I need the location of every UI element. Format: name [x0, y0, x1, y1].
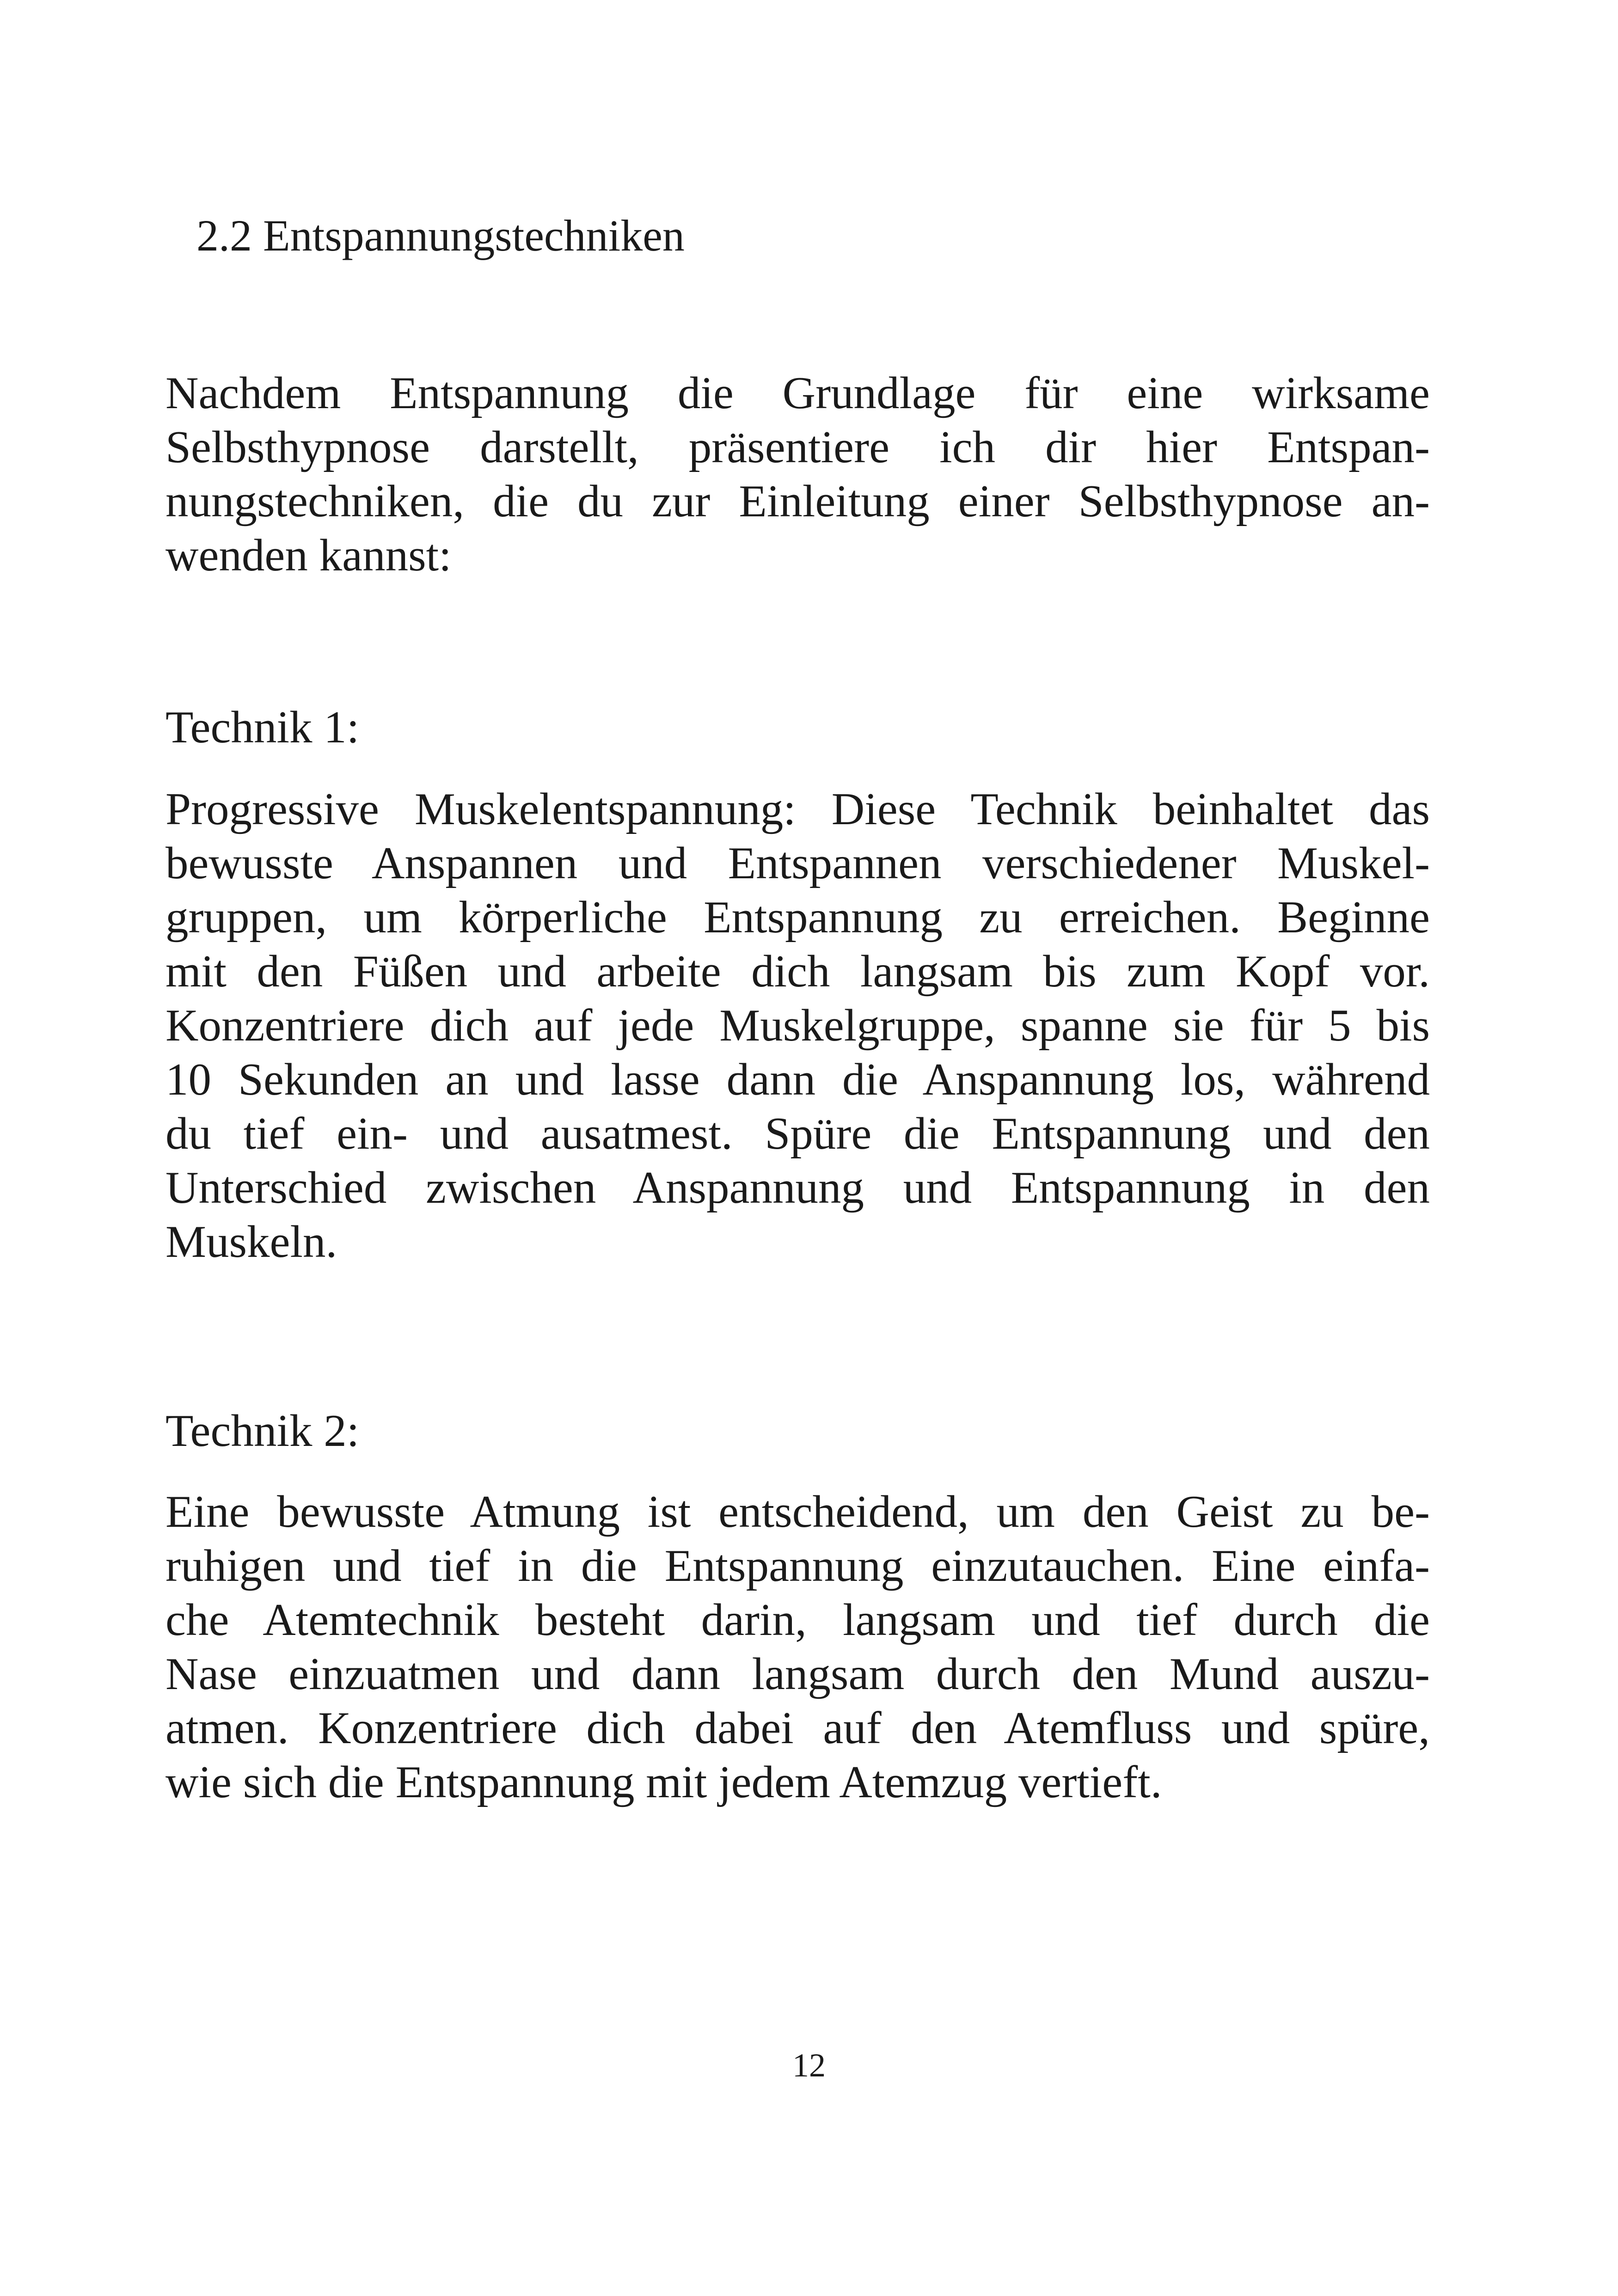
technik-1-line-8: Unterschied zwischen Anspannung und Entspannung in den: [165, 1163, 1430, 1213]
technik-2-line-2: ruhigen und tief in die Entspannung einzutauchen. Eine einfa-: [165, 1541, 1430, 1591]
technik-1-line-5: Konzentriere dich auf jede Muskelgruppe, spanne sie für 5 bis: [165, 1000, 1430, 1051]
technik-1-line-2: bewusste Anspannen und Entspannen verschiedener Muskel-: [165, 838, 1430, 888]
technik-1-label: Technik 1:: [165, 702, 360, 753]
intro-line-4: wenden kannst:: [165, 530, 452, 581]
technik-2-label: Technik 2:: [165, 1406, 360, 1456]
technik-2-paragraph: [165, 1485, 1430, 1809]
technik-1-line-7: du tief ein- und ausatmest. Spüre die Entspannung und den: [165, 1108, 1430, 1159]
section-title: 2.2 Entspannungstechniken: [196, 211, 685, 260]
technik-1-line-4: mit den Füßen und arbeite dich langsam bis zum Kopf vor.: [165, 946, 1430, 997]
intro-paragraph: [165, 366, 1430, 582]
intro-line-2: Selbsthypnose darstellt, präsentiere ich dir hier Entspan-: [165, 422, 1430, 472]
technik-1-line-6: 10 Sekunden an und lasse dann die Anspannung los, während: [165, 1054, 1430, 1105]
technik-1-line-3: gruppen, um körperliche Entspannung zu erreichen. Beginne: [165, 892, 1430, 943]
technik-2-line-5: atmen. Konzentriere dich dabei auf den Atemfluss und spüre,: [165, 1703, 1430, 1753]
page-number: 12: [792, 2047, 826, 2084]
intro-line-3: nungstechniken, die du zur Einleitung einer Selbsthypnose an-: [165, 476, 1430, 527]
technik-1-paragraph: [165, 782, 1430, 1269]
technik-1-line-1: Progressive Muskelentspannung: Diese Technik beinhaltet das: [165, 784, 1430, 834]
technik-1-line-9: Muskeln.: [165, 1217, 337, 1267]
technik-2-line-1: Eine bewusste Atmung ist entscheidend, um den Geist zu be-: [165, 1487, 1430, 1537]
technik-2-line-4: Nase einzuatmen und dann langsam durch den Mund auszu-: [165, 1649, 1430, 1699]
technik-2-line-6: wie sich die Entspannung mit jedem Atemzug vertieft.: [165, 1757, 1162, 1807]
intro-line-1: Nachdem Entspannung die Grundlage für eine wirksame: [165, 368, 1430, 418]
technik-2-line-3: che Atemtechnik besteht darin, langsam und tief durch die: [165, 1595, 1430, 1645]
